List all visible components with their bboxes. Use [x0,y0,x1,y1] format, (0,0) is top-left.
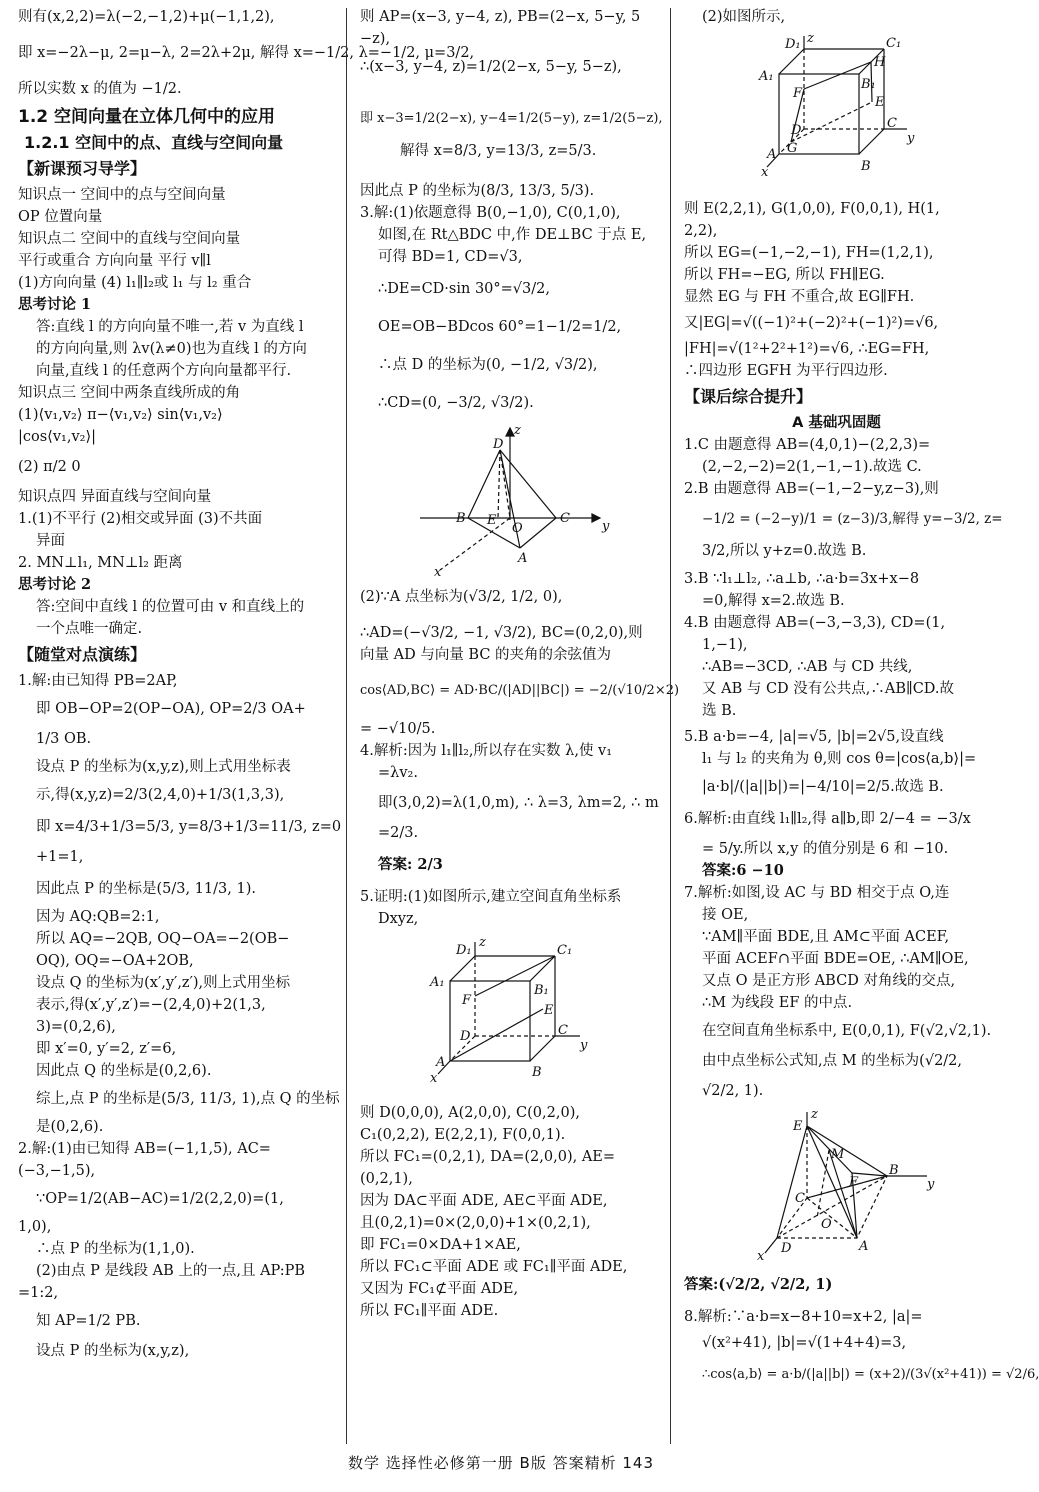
text-line: 知识点一 空间中的点与空间向量 [18,187,226,203]
answer-line: 答案:(√2/2, √2/2, 1) [684,1276,833,1293]
label-C: C [558,1023,568,1038]
label-D: D [780,1241,791,1256]
text-line: 则 D(0,0,0), A(2,0,0), C(0,2,0), [360,1105,580,1121]
text-line: 综上,点 P 的坐标是(5/3, 11/3, 1),点 Q 的坐标 [36,1091,340,1107]
label-B1: B₁ [534,983,549,998]
label-y: y [580,1038,588,1053]
column-right [684,6,1039,1386]
label-z: z [806,31,814,46]
text-line: 知识点三 空间中两条直线所成的角 [18,385,241,401]
text-line: ∴AD=(−√3/2, −1, √3/2), BC=(0,2,0),则 [360,625,643,641]
text-line: 6.解析:由直线 l₁∥l₂,得 a∥b,即 2/−4 = −3/x [684,811,971,827]
page-footer: 数学 选择性必修第一册 B版 答案精析 143 [348,1454,654,1472]
section-header: 【课后综合提升】 [684,387,813,406]
text-line: 1.解:由已知得 PB=2AP, [18,673,178,689]
label-y: y [602,519,610,534]
label-M: M [830,1147,844,1162]
text-line: 一个点唯一确定. [36,621,143,637]
label-C1: C₁ [557,943,573,958]
text-line: 可得 BD=1, CD=√3, [378,249,523,265]
text-line: 显然 EG 与 FH 不重合,故 EG∥FH. [684,289,915,305]
text-line: 7.解析:如图,设 AC 与 BD 相交于点 O,连 [684,885,950,901]
text-line: 则 AP=(x−3, y−4, z), PB=(2−x, 5−y, 5 [360,9,641,25]
text-line: C₁(0,2,2), E(2,2,1), F(0,0,1). [360,1127,566,1143]
text-line: 因此点 Q 的坐标是(0,2,6). [36,1063,212,1079]
text-line: (1)⟨v₁,v₂⟩ π−⟨v₁,v₂⟩ sin⟨v₁,v₂⟩ [18,407,223,423]
text-line: cos⟨AD,BC⟩ = AD·BC/(|AD||BC|) = −2/(√10/2×2) [360,683,680,698]
label-O: O [512,521,523,536]
edge-BD [468,450,500,518]
label-B: B [456,511,466,526]
text-line: 所以 FC₁⊂平面 ADE 或 FC₁∥平面 ADE, [360,1259,628,1275]
text-line: =1:2, [18,1285,59,1301]
cube-edge [779,49,804,74]
text-line: 又|EG|=√((−1)²+(−2)²+(−1)²)=√6, [684,315,939,331]
label-D1: D₁ [784,37,801,52]
label-D: D [790,123,801,138]
text-line: 即 OB−OP=2(OP−OA), OP=2/3 OA+ [36,701,306,717]
text-line: 向量,直线 l 的任意两个方向向量都平行. [36,363,292,379]
text-line: 所以实数 x 的值为 −1/2. [18,81,182,97]
text-line: ∴DE=CD·sin 30°=√3/2, [378,281,550,297]
text-line: 3.解:(1)依题意得 B(0,−1,0), C(0,1,0), [360,205,621,221]
text-line: 所以 AQ=−2QB, OQ−OA=−2(OB− [36,931,290,947]
text-line: 因为 DA⊂平面 ADE, AE⊂平面 ADE, [360,1193,608,1209]
label-D: D [493,437,504,452]
label-y: y [906,131,914,146]
text-line: 选 B. [702,703,737,719]
text-line: 即 x=−2λ−μ, 2=μ−λ, 2=2λ+2μ, 解得 x=−1/2, λ=−1/2, μ=3/2, [18,45,475,61]
label-A: A [858,1239,868,1254]
label-A: A [436,1055,446,1070]
label-x: x [434,565,442,580]
text-line: (0,2,1), [360,1171,413,1187]
text-line: 即(3,0,2)=λ(1,0,m), ∴ λ=3, λm=2, ∴ m [378,795,659,811]
text-line: 即 x=4/3+1/3=5/3, y=8/3+1/3=11/3, z=0 [36,819,342,835]
text-line: 所以 FC₁=(0,2,1), DA=(2,0,0), AE= [360,1149,616,1165]
label-D1: D₁ [456,943,472,958]
text-line: −1/2 = (−2−y)/1 = (z−3)/3,解得 y=−3/2, z= [702,511,1003,527]
text-line: ∴(x−3, y−4, z)=1/2(2−x, 5−y, 5−z), [360,59,622,75]
cube-figure-2 [757,31,917,192]
discussion-label: 思考讨论 2 [18,576,92,593]
text-line: 又 AB 与 CD 没有公共点,∴AB∥CD.故 [702,681,955,697]
text-line: =2/3. [378,825,419,841]
label-F: F [848,1175,858,1190]
label-B1: B₁ [860,77,876,92]
text-line: |FH|=√(1²+2²+1²)=√6, ∴EG=FH, [684,341,930,357]
text-line: 1,0), [18,1219,52,1235]
text-line: =0,解得 x=2.故选 B. [702,593,845,609]
x-axis-line [765,1238,777,1253]
text-line: (2)由点 P 是线段 AB 上的一点,且 AP:PB [36,1263,306,1279]
text-line: (2)如图所示, [702,9,786,25]
label-z: z [810,1107,818,1122]
text-line: |a·b|/(|a||b|)=|−4/10|=2/5.故选 B. [702,779,944,795]
text-line: √(x²+41), |b|=√(1+4+4)=3, [702,1335,907,1351]
y-axis-arrow [592,514,600,522]
text-line: ∵AM∥平面 BDE,且 AM⊂平面 ACEF, [702,929,950,945]
text-line: ∴点 D 的坐标为(0, −1/2, √3/2), [378,357,598,373]
section-title: 1.2 空间向量在立体几何中的应用 [18,107,276,127]
text-line: ∵OP=1/2(AB−AC)=1/2(2,2,0)=(1, [36,1191,284,1207]
text-line: 3)=(0,2,6), [36,1019,116,1035]
segment-GE [791,102,872,142]
label-C1: C₁ [885,36,901,51]
text-line: 因此点 P 的坐标是(5/3, 11/3, 1). [36,881,256,897]
cube-edge [530,956,555,981]
label-E: E [874,95,884,110]
text-line: 由中点坐标公式知,点 M 的坐标为(√2/2, [702,1053,963,1069]
label-x: x [756,1249,764,1264]
label-E: E [487,513,497,528]
text-line: ∴M 为线段 EF 的中点. [702,995,853,1011]
text-line: 接 OE, [702,907,749,923]
label-B: B [860,159,871,174]
text-line: −z), [360,31,391,47]
label-C: C [560,511,570,526]
label-O: O [820,1217,832,1232]
label-y: y [926,1177,934,1192]
text-line: (2) π/2 0 [18,459,81,475]
cube-edge [530,1036,555,1061]
text-line: 2. MN⊥l₁, MN⊥l₂ 距离 [18,555,183,571]
text-line: OE=OB−BDcos 60°=1−1/2=1/2, [378,319,622,335]
label-E: E [544,1003,554,1018]
cube-figure-1 [420,936,600,1096]
label-A: A [766,147,776,162]
subsection-title: A 基础巩固题 [792,415,881,431]
answer-line: 答案: 2/3 [378,856,443,873]
cube-edge [450,956,475,981]
label-F: F [792,86,802,101]
text-line: 所以 FC₁∥平面 ADE. [360,1303,499,1319]
text-line: 平面 ACEF∩平面 BDE=OE, ∴AM∥OE, [702,951,969,967]
label-C: C [886,116,897,131]
text-line: 即 FC₁=0×DA+1×AE, [360,1237,521,1253]
text-line: 则 E(2,2,1), G(1,0,0), F(0,0,1), H(1, [684,201,940,217]
text-line: +1=1, [36,849,84,865]
text-line: 2.解:(1)由已知得 AB=(−1,1,5), AC= [18,1141,271,1157]
section-header: 【新课预习导学】 [18,159,147,178]
text-line: 又因为 FC₁⊄平面 ADE, [360,1281,519,1297]
column-divider [670,8,671,1444]
text-line: 示,得(x,y,z)=2/3(2,4,0)+1/3(1,3,3), [36,787,285,803]
answer-line: 答案:6 −10 [702,862,784,879]
text-line: 2,2), [684,223,718,239]
pyramid-figure [737,1108,937,1268]
label-z: z [514,423,521,438]
label-A: A [518,551,528,566]
text-line: (1)方向向量 (4) l₁∥l₂或 l₁ 与 l₂ 重合 [18,275,252,291]
text-line: 即 x−3=1/2(2−x), y−4=1/2(5−y), z=1/2(5−z), [360,111,663,126]
column-middle [360,6,680,1322]
text-line: ∴CD=(0, −3/2, √3/2). [378,395,534,411]
z-axis-arrow [506,428,514,436]
cube-edge [859,129,884,154]
text-line: 即 x′=0, y′=2, z′=6, [36,1041,177,1057]
label-C: C [794,1191,805,1206]
label-D: D [460,1029,471,1044]
text-line: = −√10/5. [360,721,436,737]
text-line: (2,−2,−2)=2(1,−1,−1).故选 C. [702,459,922,475]
text-line: 设点 Q 的坐标为(x′,y′,z′),则上式用坐标 [36,975,291,991]
text-line: 向量 AD 与向量 BC 的夹角的余弦值为 [360,647,612,663]
text-line: 解得 x=8/3, y=13/3, z=5/3. [400,143,597,159]
text-line: (−3,−1,5), [18,1163,96,1179]
text-line: Dxyz, [378,911,419,927]
column-divider [346,8,347,1444]
text-line: 知 AP=1/2 PB. [36,1313,141,1329]
text-line: 所以 EG=(−1,−2,−1), FH=(1,2,1), [684,245,934,261]
text-line: ∴AB=−3CD, ∴AB 与 CD 共线, [702,659,913,675]
x-axis-line [440,518,510,570]
text-line: =λv₂. [378,765,418,781]
label-A1: A₁ [758,69,774,84]
diagonal-DB [777,1176,887,1238]
text-line: 1.C 由题意得 AB=(4,0,1)−(2,2,3)= [684,437,931,453]
text-line: 1,−1), [702,637,748,653]
label-E: E [792,1119,802,1134]
segment-DE [498,450,500,518]
text-line: 所以 FH=−EG, 所以 FH∥EG. [684,267,885,283]
label-G: G [786,141,797,156]
text-line: 知识点四 异面直线与空间向量 [18,489,212,505]
text-line: 在空间直角坐标系中, E(0,0,1), F(√2,√2,1). [702,1023,992,1039]
text-line: 设点 P 的坐标为(x,y,z),则上式用坐标表 [36,759,291,775]
text-line: l₁ 与 l₂ 的夹角为 θ,则 cos θ=|cos⟨a,b⟩|= [702,751,977,767]
text-line: OQ), OQ=−OA+2OB, [36,953,194,969]
label-B: B [888,1163,899,1178]
label-A1: A₁ [430,975,445,990]
label-x: x [430,1071,438,1086]
text-line: 3.B ∵l₁⊥l₂, ∴a⊥b, ∴a·b=3x+x−8 [684,571,920,587]
text-line: 3/2,所以 y+z=0.故选 B. [702,543,867,559]
text-line: 又点 O 是正方形 ABCD 对角线的交点, [702,973,956,989]
discussion-label: 思考讨论 1 [18,296,92,313]
text-line: 5.B a·b=−4, |a|=√5, |b|=2√5,设直线 [684,729,944,745]
label-B: B [532,1065,542,1080]
text-line: (2)∵A 点坐标为(√3/2, 1/2, 0), [360,589,563,605]
text-line: ∴点 P 的坐标为(1,1,0). [36,1241,195,1257]
text-line: ∴四边形 EGFH 为平行四边形. [684,363,888,379]
text-line: 异面 [36,533,65,549]
diagonal-CA [807,1198,857,1238]
text-line: 8.解析:∵a·b=x−8+10=x+2, |a|= [684,1309,923,1325]
section-header: 【随堂对点演练】 [18,645,147,664]
text-line: 5.证明:(1)如图所示,建立空间直角坐标系 [360,889,622,905]
text-line: 因此点 P 的坐标为(8/3, 13/3, 5/3). [360,183,595,199]
text-line: 是(0,2,6). [36,1119,104,1135]
text-line: OP 位置向量 [18,209,103,225]
text-line: 如图,在 Rt△BDC 中,作 DE⊥BC 于点 E, [378,227,647,243]
label-F: F [462,993,472,1008]
text-line: ∴cos⟨a,b⟩ = a·b/(|a||b|) = (x+2)/(3√(x²+41)) = √2/6, [702,1367,1039,1382]
text-line: 且(0,2,1)=0×(2,0,0)+1×(0,2,1), [360,1215,591,1231]
text-line: 的方向向量,则 λv(λ≠0)也为直线 l 的方向 [36,341,307,357]
tetrahedron-figure [400,420,620,580]
text-line: |cos⟨v₁,v₂⟩| [18,429,96,445]
text-line: 1/3 OB. [36,731,92,747]
text-line: 表示,得(x′,y′,z′)=−(2,4,0)+2(1,3, [36,997,266,1013]
text-line: 则有(x,2,2)=λ(−2,−1,2)+μ(−1,1,2), [18,9,275,25]
label-z: z [479,935,486,950]
text-line: 知识点二 空间中的直线与空间向量 [18,231,241,247]
edge-CA [520,518,556,548]
text-line: 1.(1)不平行 (2)相交或异面 (3)不共面 [18,511,263,527]
edge-ED [777,1126,807,1238]
text-line: 4.B 由题意得 AB=(−3,−3,3), CD=(1, [684,615,946,631]
subsection-title: 1.2.1 空间中的点、直线与空间向量 [24,133,284,152]
text-line: 答:空间中直线 l 的位置可由 v 和直线上的 [36,599,305,615]
text-line: 平行或重合 方向向量 平行 v∥l [18,253,211,269]
text-line: 设点 P 的坐标为(x,y,z), [36,1343,190,1359]
text-line: √2/2, 1). [702,1083,764,1099]
text-line: = 5/y.所以 x,y 的值分别是 6 和 −10. [702,841,949,857]
text-line: 答:直线 l 的方向向量不唯一,若 v 为直线 l [36,319,304,335]
text-line: 因为 AQ:QB=2:1, [36,909,160,925]
label-H: H [873,55,885,70]
text-line: 2.B 由题意得 AB=(−1,−2−y,z−3),则 [684,481,939,497]
label-x: x [760,165,768,180]
text-line: 4.解析:因为 l₁∥l₂,所以存在实数 λ,使 v₁ [360,743,613,759]
